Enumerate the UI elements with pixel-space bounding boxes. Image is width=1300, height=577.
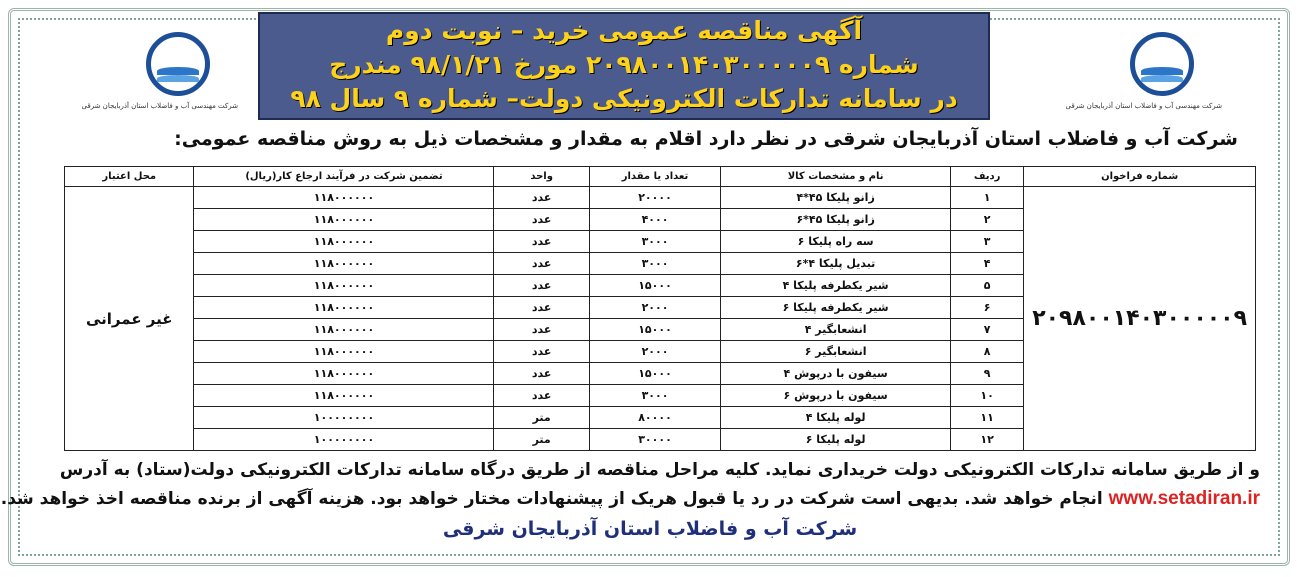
item-name: سیفون با درپوش ۴: [721, 363, 951, 385]
item-unit: عدد: [494, 297, 589, 319]
row-number: ۹: [951, 363, 1024, 385]
call-number-cell: ۲۰۹۸۰۰۱۴۰۳۰۰۰۰۰۹: [1024, 187, 1256, 451]
item-guarantee: ۱۱۸۰۰۰۰۰۰: [194, 297, 494, 319]
footer-paragraph-1: و از طریق سامانه تدارکات الکترونیکی دولت خریداری نماید. کلیه مراحل مناقصه از طریق درگاه سامانه تدارکات الکترونیکی دولت(ستاد) به آدرس: [59, 460, 1260, 480]
header-line-1: آگهی مناقصه عمومی خرید – نوبت دوم: [385, 16, 863, 45]
item-guarantee: ۱۰۰۰۰۰۰۰۰: [194, 429, 494, 451]
item-unit: عدد: [494, 385, 589, 407]
row-number: ۸: [951, 341, 1024, 363]
header-row: ردیف: [951, 167, 1024, 187]
logo-caption-left: شرکت مهندسی آب و فاضلاب استان آذربایجان شرقی: [81, 102, 238, 110]
header-unit: واحد: [494, 167, 589, 187]
table-header-row: [65, 167, 1256, 187]
header-guarantee: تضمین شرکت در فرآیند ارجاع کار(ریال): [194, 167, 494, 187]
item-guarantee: ۱۱۸۰۰۰۰۰۰: [194, 187, 494, 209]
company-logo-left: [81, 32, 238, 124]
row-number: ۷: [951, 319, 1024, 341]
item-quantity: ۲۰۰۰: [589, 297, 720, 319]
item-quantity: ۳۰۰۰: [589, 231, 720, 253]
item-name: انشعابگیر ۶: [721, 341, 951, 363]
tender-items-table: [64, 166, 1256, 451]
item-guarantee: ۱۱۸۰۰۰۰۰۰: [194, 253, 494, 275]
header-quantity: تعداد یا مقدار: [589, 167, 720, 187]
item-guarantee: ۱۱۸۰۰۰۰۰۰: [194, 209, 494, 231]
header-item-name: نام و مشخصات کالا: [721, 167, 951, 187]
row-number: ۱۲: [951, 429, 1024, 451]
item-quantity: ۳۰۰۰: [589, 253, 720, 275]
item-quantity: ۱۵۰۰۰: [589, 275, 720, 297]
item-guarantee: ۱۰۰۰۰۰۰۰۰: [194, 407, 494, 429]
item-guarantee: ۱۱۸۰۰۰۰۰۰: [194, 319, 494, 341]
item-name: انشعابگیر ۴: [721, 319, 951, 341]
item-guarantee: ۱۱۸۰۰۰۰۰۰: [194, 385, 494, 407]
item-unit: عدد: [494, 253, 589, 275]
company-logo-right: [1065, 32, 1222, 124]
footer-paragraph-2-text: انجام خواهد شد. بدیهی است شرکت در رد یا قبول هریک از پیشنهادات مختار خواهد بود. هزینه آگهی از برنده مناقصه اخذ خواهد شد.: [0, 489, 1109, 509]
water-company-logo-icon: [146, 32, 210, 96]
item-guarantee: ۱۱۸۰۰۰۰۰۰: [194, 363, 494, 385]
row-number: ۵: [951, 275, 1024, 297]
item-quantity: ۳۰۰۰۰: [589, 429, 720, 451]
row-number: ۱۰: [951, 385, 1024, 407]
item-name: لوله پلیکا ۴: [721, 407, 951, 429]
header-line-3: در سامانه تدارکات الکترونیکی دولت– شماره ۹ سال ۹۸: [290, 84, 958, 113]
setadiran-link[interactable]: www.setadiran.ir: [1108, 488, 1260, 509]
water-company-logo-icon: [1130, 32, 1194, 96]
item-name: شیر یکطرفه پلیکا ۶: [721, 297, 951, 319]
item-quantity: ۱۵۰۰۰: [589, 319, 720, 341]
item-unit: متر: [494, 429, 589, 451]
header-call-number: شماره فراخوان: [1024, 167, 1256, 187]
item-guarantee: ۱۱۸۰۰۰۰۰۰: [194, 275, 494, 297]
table-row: [65, 187, 1256, 209]
item-quantity: ۲۰۰۰: [589, 341, 720, 363]
header-line-2: شماره ۲۰۹۸۰۰۱۴۰۳۰۰۰۰۰۹ مورخ ۹۸/۱/۲۱ مندرج: [329, 50, 919, 79]
row-number: ۶: [951, 297, 1024, 319]
item-quantity: ۸۰۰۰۰: [589, 407, 720, 429]
funding-source-cell: غیر عمرانی: [65, 187, 194, 451]
item-unit: عدد: [494, 275, 589, 297]
row-number: ۱: [951, 187, 1024, 209]
item-quantity: ۱۵۰۰۰: [589, 363, 720, 385]
item-name: زانو پلیکا ۴۵*۶: [721, 209, 951, 231]
item-quantity: ۳۰۰۰: [589, 385, 720, 407]
item-guarantee: ۱۱۸۰۰۰۰۰۰: [194, 341, 494, 363]
item-name: زانو پلیکا ۴۵*۴: [721, 187, 951, 209]
item-unit: عدد: [494, 341, 589, 363]
item-quantity: ۴۰۰۰: [589, 209, 720, 231]
header-funding-source: محل اعتبار: [65, 167, 194, 187]
item-unit: عدد: [494, 187, 589, 209]
row-number: ۴: [951, 253, 1024, 275]
notice-header: [258, 12, 990, 120]
logo-caption-right: شرکت مهندسی آب و فاضلاب استان آذربایجان شرقی: [1065, 102, 1222, 110]
item-unit: عدد: [494, 363, 589, 385]
footer-paragraph-2: [0, 488, 1260, 510]
item-guarantee: ۱۱۸۰۰۰۰۰۰: [194, 231, 494, 253]
item-unit: عدد: [494, 209, 589, 231]
item-name: سه راه پلیکا ۶: [721, 231, 951, 253]
row-number: ۳: [951, 231, 1024, 253]
item-name: سیفون با درپوش ۶: [721, 385, 951, 407]
row-number: ۱۱: [951, 407, 1024, 429]
item-quantity: ۲۰۰۰۰: [589, 187, 720, 209]
item-unit: عدد: [494, 319, 589, 341]
item-name: تبدیل پلیکا ۴*۶: [721, 253, 951, 275]
item-unit: متر: [494, 407, 589, 429]
item-name: شیر یکطرفه پلیکا ۴: [721, 275, 951, 297]
signature: شرکت آب و فاضلاب استان آذربایجان شرقی: [442, 518, 858, 540]
intro-text: شرکت آب و فاضلاب استان آذربایجان شرقی در نظر دارد اقلام به مقدار و مشخصات ذیل به روش مناقصه عمومی:: [174, 128, 1238, 150]
item-name: لوله پلیکا ۶: [721, 429, 951, 451]
item-unit: عدد: [494, 231, 589, 253]
row-number: ۲: [951, 209, 1024, 231]
